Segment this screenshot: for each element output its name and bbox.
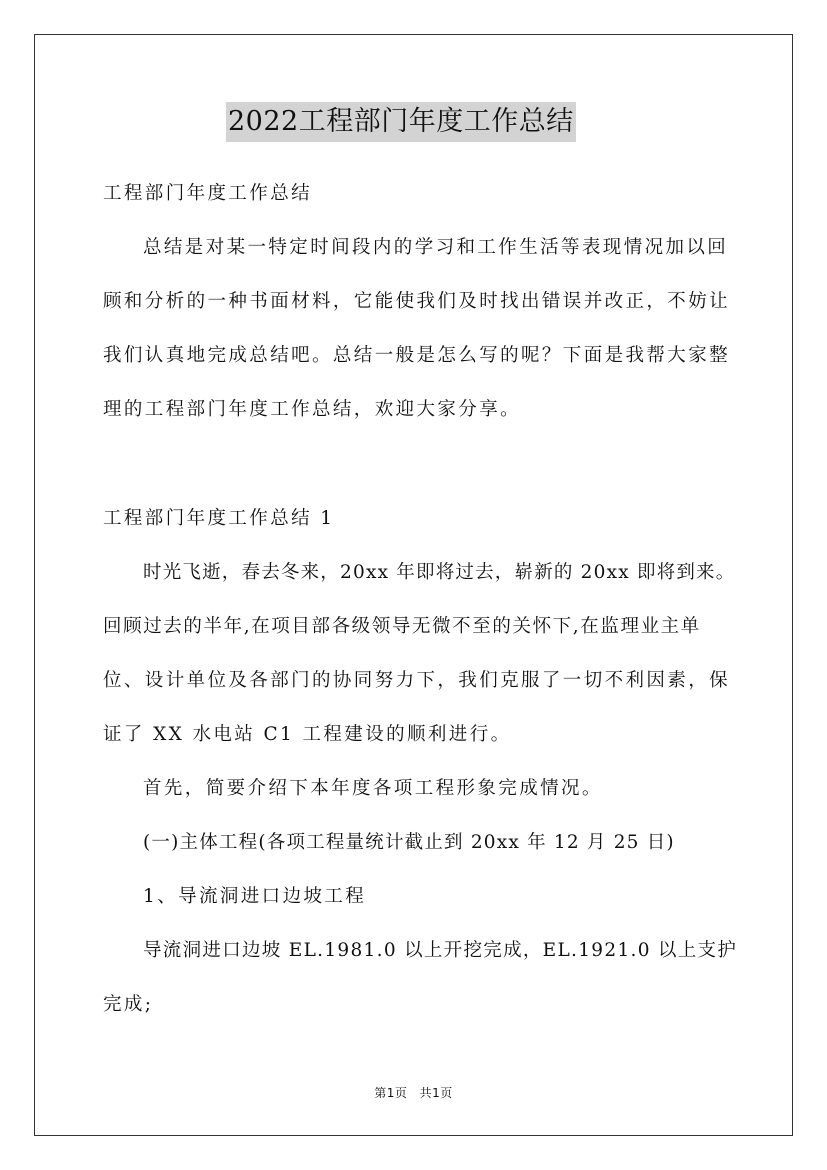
para1-line-2: 回顾过去的半年,在项目部各级领导无微不至的关怀下,在监理业主单 <box>103 616 701 637</box>
intro-line-4: 理的工程部门年度工作总结，欢迎大家分享。 <box>103 399 522 420</box>
page-total: 共1页 <box>419 1086 453 1100</box>
para1-line-4: 证了 XX 水电站 C1 工程建设的顺利进行。 <box>103 724 512 745</box>
para5-line-1: 导流洞进口边坡 EL.1981.0 以上开挖完成，EL.1921.0 以上支护 <box>143 940 738 961</box>
para3: (一)主体工程(各项工程量统计截止到 20xx 年 12 月 25 日) <box>143 832 675 853</box>
para2: 首先，简要介绍下本年度各项工程形象完成情况。 <box>143 778 603 799</box>
intro-line-2: 顾和分析的一种书面材料，它能使我们及时找出错误并改正，不妨让 <box>103 291 731 312</box>
para1-line-3: 位、设计单位及各部门的协同努力下，我们克服了一切不利因素，保 <box>103 670 731 691</box>
subsection-heading: 工程部门年度工作总结 1 <box>103 508 335 529</box>
para5-line-2: 完成; <box>103 994 154 1015</box>
document-title: 2022工程部门年度工作总结 <box>226 102 576 142</box>
para1-line-1: 时光飞逝，春去冬来，20xx 年即将过去，崭新的 20xx 即将到来。 <box>143 562 736 583</box>
page-footer <box>0 1084 827 1101</box>
para4: 1、导流洞进口边坡工程 <box>143 886 367 907</box>
section-heading: 工程部门年度工作总结 <box>103 183 313 204</box>
intro-line-3: 我们认真地完成总结吧。总结一般是怎么写的呢？下面是我帮大家整 <box>103 345 731 366</box>
intro-line-1: 总结是对某一特定时间段内的学习和工作生活等表现情况加以回 <box>143 237 729 258</box>
page-number: 第1页 <box>374 1086 408 1100</box>
